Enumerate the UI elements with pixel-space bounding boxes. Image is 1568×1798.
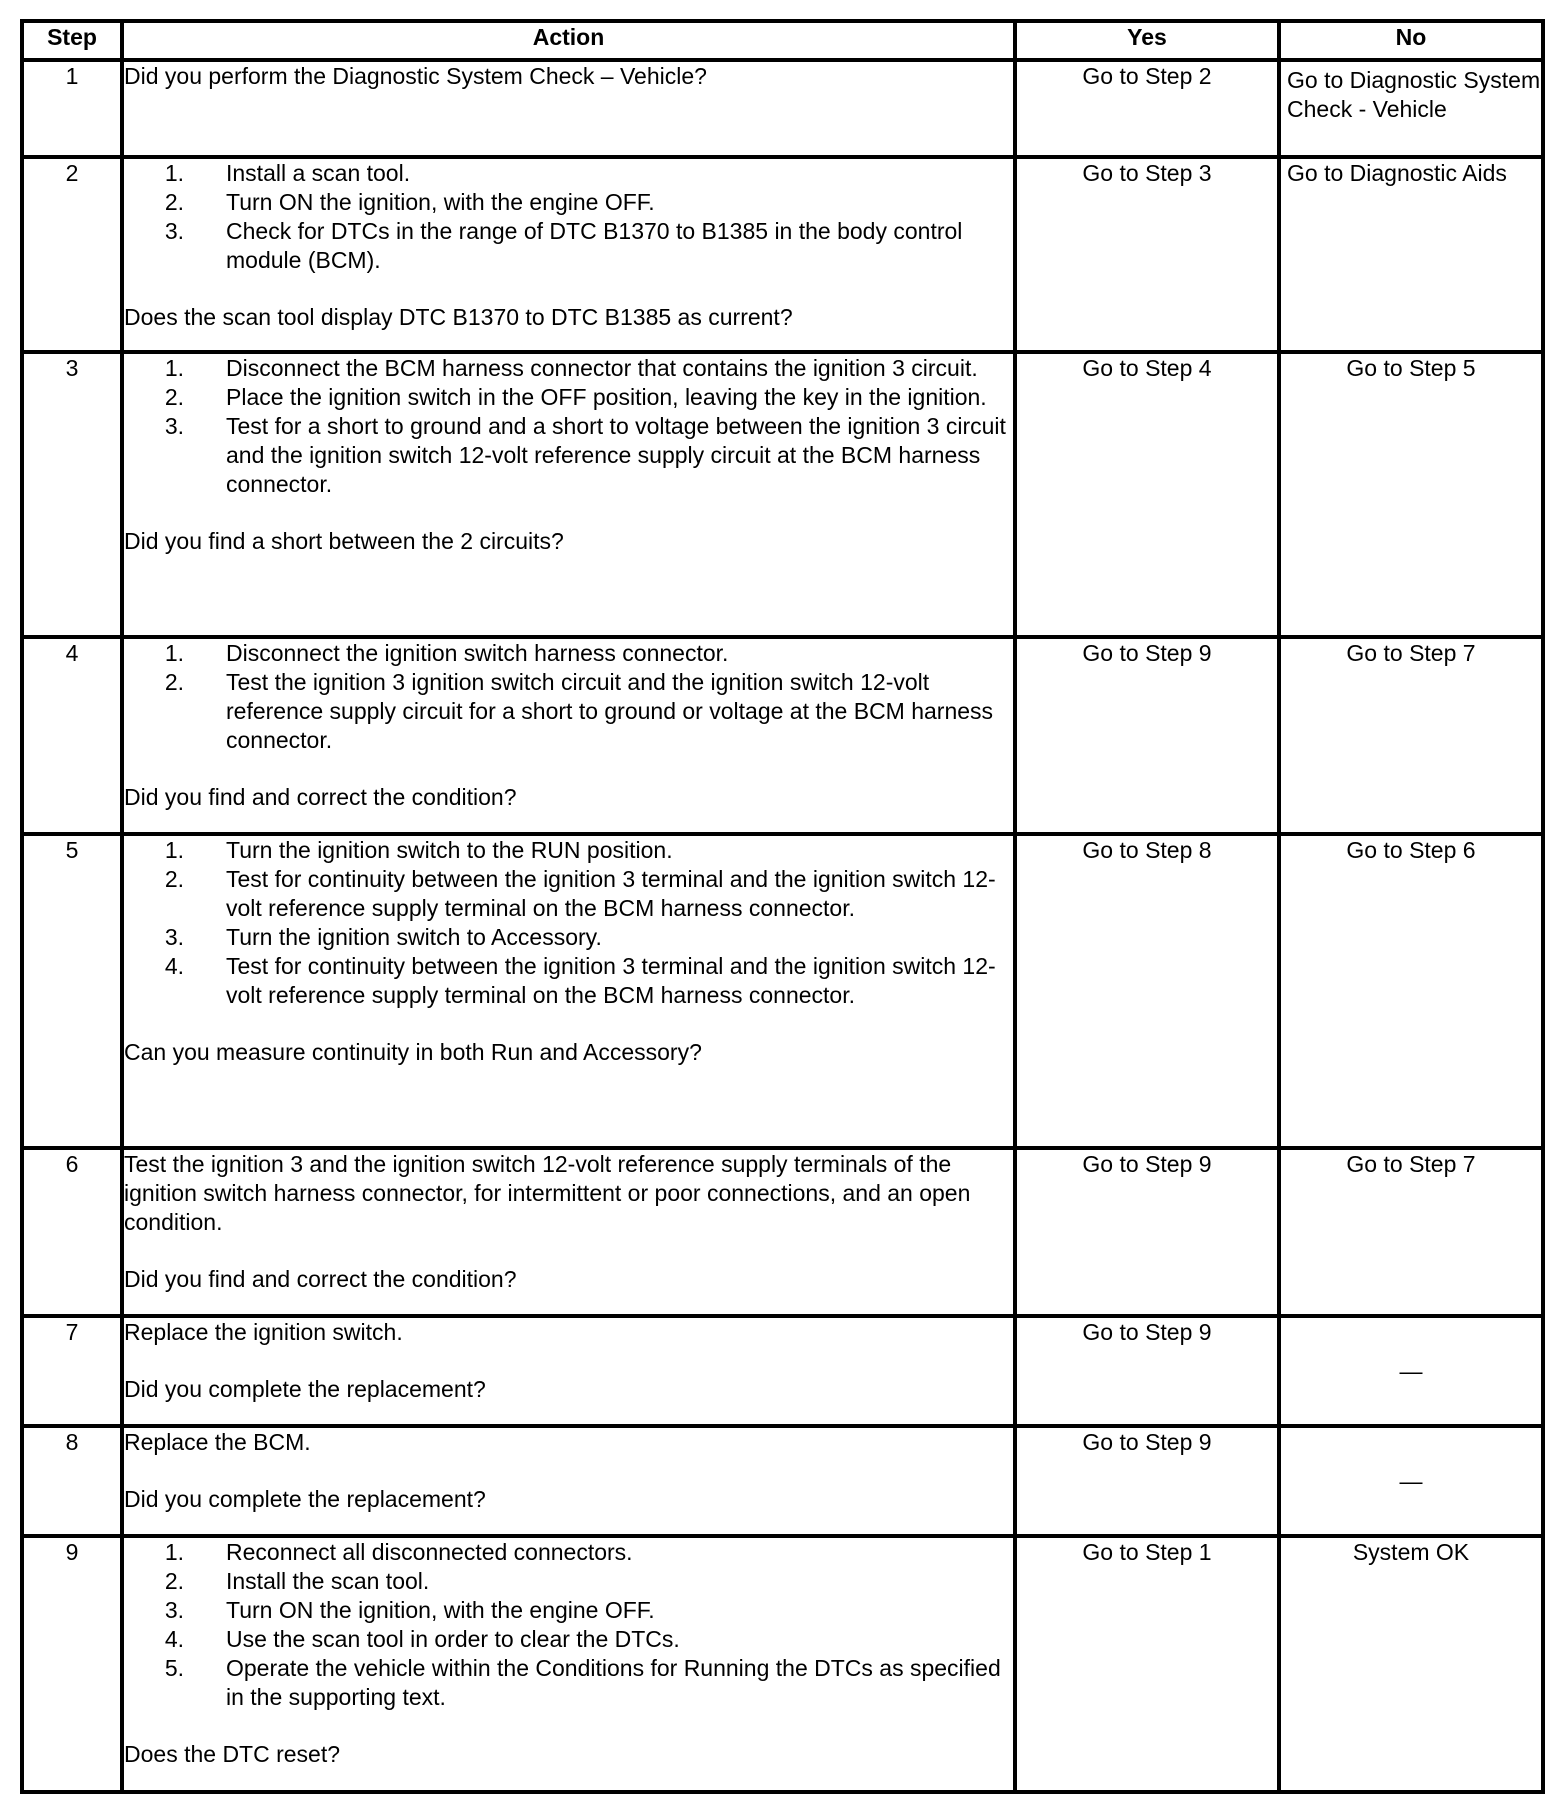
action-cell [122,1536,1015,1792]
action-intro: Test the ignition 3 and the ignition switch 12-volt reference supply terminals of the ignition switch harness connector, for intermittent or poor connections, and an open condition. [124,1151,971,1235]
table-row [22,834,1543,1148]
yes-cell: Go to Step 9 [1015,1316,1279,1426]
no-cell: Go to Step 7 [1279,1148,1543,1316]
action-cell [122,1426,1015,1536]
list-item: 2. Install the scan tool. [164,1568,430,1594]
action-intro: Did you perform the Diagnostic System Check – Vehicle? [124,63,707,89]
header-action: Action [122,21,1015,60]
list-item: 3. Turn ON the ignition, with the engine OFF. [164,1597,655,1623]
list-item: 2. Test for continuity between the ignition 3 terminal and the ignition switch 12-volt reference supply terminal on the BCM harness connector. [164,866,996,921]
step-number: 3 [22,352,122,637]
header-step: Step [22,21,122,60]
step-number: 9 [22,1536,122,1792]
list-item: 4. Use the scan tool in order to clear the DTCs. [164,1626,680,1652]
list-item: 1. Turn the ignition switch to the RUN position. [164,837,673,863]
procedure-list [124,1538,1013,1712]
list-item: 3. Check for DTCs in the range of DTC B1370 to B1385 in the body control module (BCM). [164,218,963,273]
procedure-list [124,159,1013,275]
list-item: 1. Disconnect the ignition switch harness connector. [164,640,729,666]
yes-cell: Go to Step 9 [1015,637,1279,834]
list-item: 1. Reconnect all disconnected connectors. [164,1539,633,1565]
table-row [22,637,1543,834]
action-cell [122,60,1015,157]
no-cell: Go to Step 5 [1279,352,1543,637]
step-number: 6 [22,1148,122,1316]
step-number: 1 [22,60,122,157]
header-row [22,21,1543,60]
yes-cell: Go to Step 8 [1015,834,1279,1148]
table-row [22,1148,1543,1316]
list-item: 5. Operate the vehicle within the Conditions for Running the DTCs as specified in the supporting text. [164,1655,1001,1710]
list-item: 2. Test the ignition 3 ignition switch circuit and the ignition switch 12-volt reference supply circuit for a short to ground or voltage at the BCM harness connector. [164,669,994,753]
diagnostic-table [20,19,1545,1794]
table-row [22,352,1543,637]
action-question: Did you find a short between the 2 circuits? [124,528,564,554]
action-intro: Replace the BCM. [124,1429,311,1455]
header-no: No [1279,21,1543,60]
action-question: Did you complete the replacement? [124,1486,486,1512]
list-item: 3. Turn the ignition switch to Accessory. [164,924,602,950]
yes-cell: Go to Step 9 [1015,1148,1279,1316]
list-item: 1. Disconnect the BCM harness connector that contains the ignition 3 circuit. [164,355,978,381]
no-cell: — [1279,1426,1543,1536]
action-cell [122,1148,1015,1316]
action-intro: Replace the ignition switch. [124,1319,403,1345]
procedure-list [124,836,1013,1010]
step-number: 7 [22,1316,122,1426]
no-cell: Go to Step 7 [1279,637,1543,834]
procedure-list [124,639,1013,755]
action-question: Did you find and correct the condition? [124,784,517,810]
action-question: Does the DTC reset? [124,1741,341,1767]
yes-cell: Go to Step 9 [1015,1426,1279,1536]
step-number: 4 [22,637,122,834]
action-cell [122,1316,1015,1426]
yes-cell: Go to Step 2 [1015,60,1279,157]
table-row [22,60,1543,157]
no-cell: Go to Step 6 [1279,834,1543,1148]
table-row [22,1426,1543,1536]
action-cell [122,352,1015,637]
list-item: 1. Install a scan tool. [164,160,411,186]
step-number: 2 [22,157,122,352]
action-question: Can you measure continuity in both Run and Accessory? [124,1039,702,1065]
procedure-list [124,354,1013,499]
header-yes: Yes [1015,21,1279,60]
no-cell: System OK [1279,1536,1543,1792]
list-item: 2. Place the ignition switch in the OFF position, leaving the key in the ignition. [164,384,987,410]
yes-cell: Go to Step 3 [1015,157,1279,352]
table-row [22,1316,1543,1426]
action-cell [122,157,1015,352]
no-cell: Go to Diagnostic Aids [1279,157,1543,352]
no-cell: — [1279,1316,1543,1426]
action-question: Does the scan tool display DTC B1370 to DTC B1385 as current? [124,304,793,330]
table-row [22,157,1543,352]
table-row [22,1536,1543,1792]
list-item: 4. Test for continuity between the ignition 3 terminal and the ignition switch 12-volt reference supply terminal on the BCM harness connector. [164,953,996,1008]
yes-cell: Go to Step 1 [1015,1536,1279,1792]
list-item: 3. Test for a short to ground and a short to voltage between the ignition 3 circuit and the ignition switch 12-volt reference supply circuit at the BCM harness connector. [164,413,1006,497]
step-number: 5 [22,834,122,1148]
action-cell [122,637,1015,834]
action-cell [122,834,1015,1148]
step-number: 8 [22,1426,122,1536]
action-question: Did you complete the replacement? [124,1376,486,1402]
list-item: 2. Turn ON the ignition, with the engine OFF. [164,189,655,215]
no-cell: Go to Diagnostic System Check - Vehicle [1279,60,1543,157]
action-question: Did you find and correct the condition? [124,1266,517,1292]
yes-cell: Go to Step 4 [1015,352,1279,637]
